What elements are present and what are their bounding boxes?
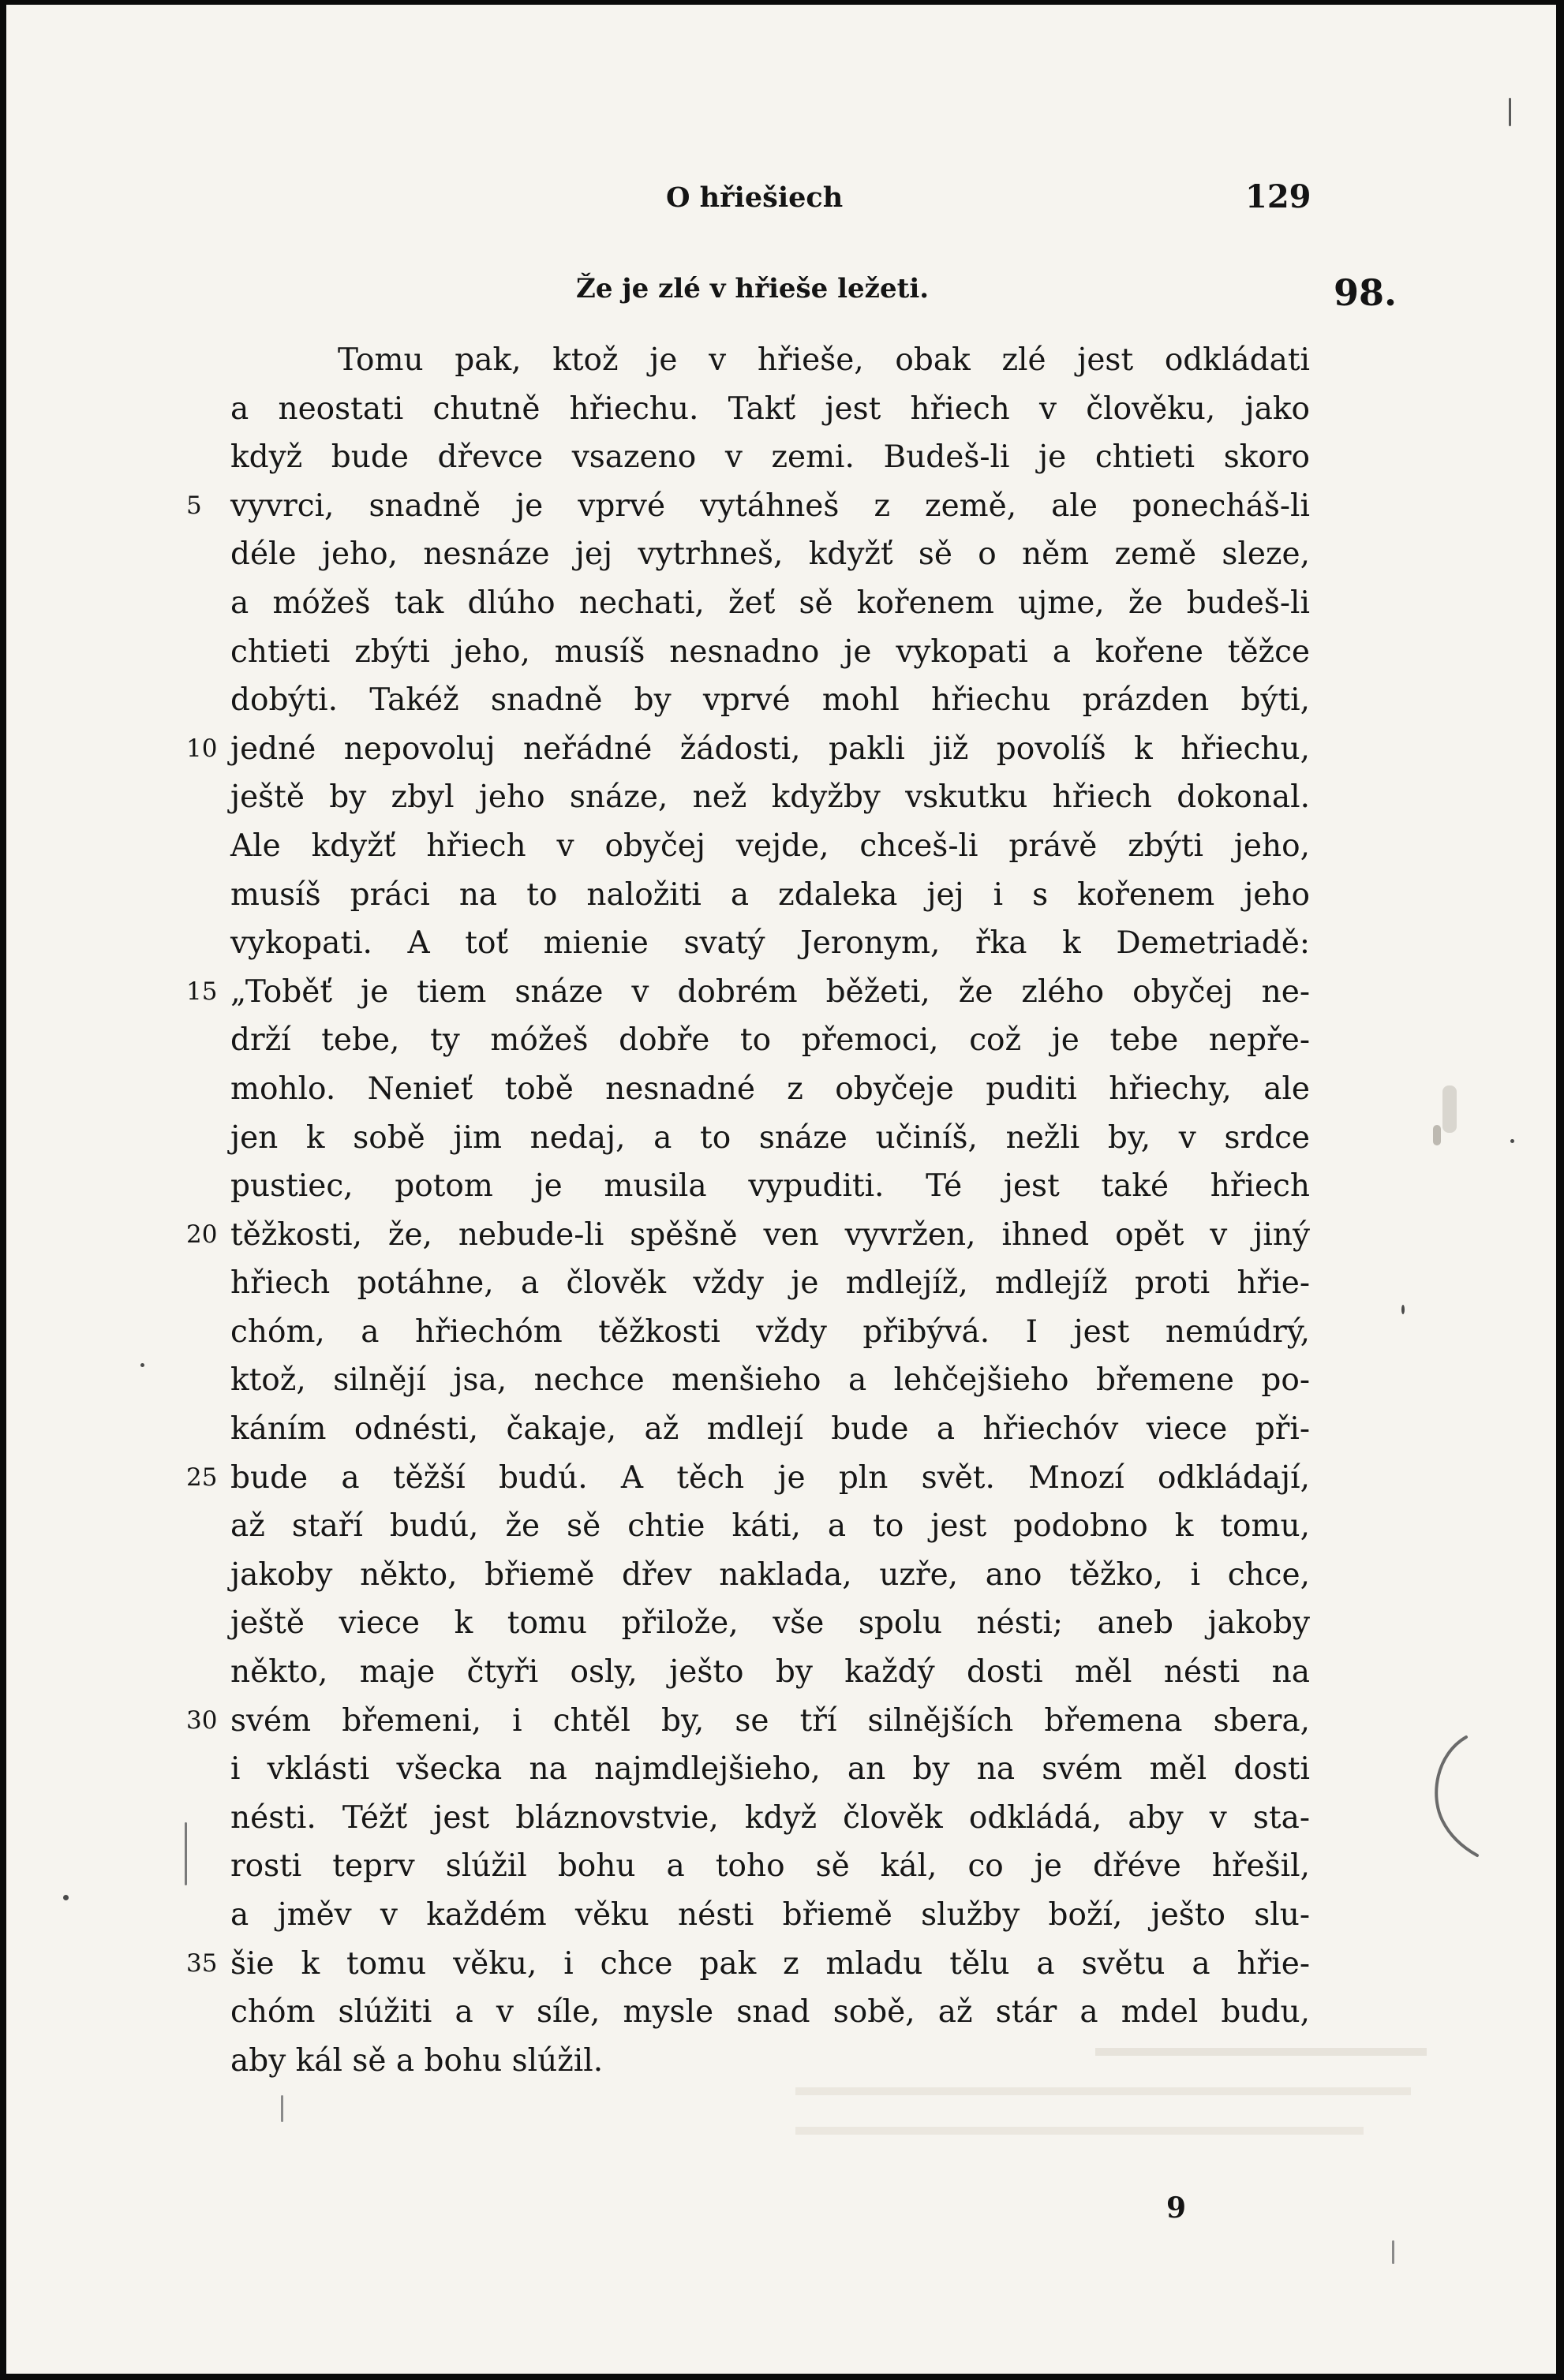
text-line: [230, 1405, 1310, 1454]
line-text: když bude dřevce vsazeno v zemi. Budeš-li je chtieti skoro: [230, 439, 1310, 476]
line-text: Tomu pak, ktož je v hřieše, obak zlé jest odkládati: [338, 342, 1310, 378]
margin-pencil-mark: [1419, 1732, 1482, 1859]
text-line: [230, 1308, 1310, 1357]
line-text: hřiech potáhne, a člověk vždy je mdlejíž, mdlejíž proti hřie-: [230, 1265, 1310, 1302]
ink-speck: [185, 1822, 187, 1885]
ink-speck: [1510, 1139, 1514, 1143]
line-text: jen k sobě jim nedaj, a to snáze učiníš, nežli by, v srdce: [230, 1119, 1310, 1156]
text-line: [186, 1211, 1310, 1260]
line-text: ktož, silnějí jsa, nechce menšieho a lehčejšieho břemene po-: [230, 1362, 1310, 1399]
text-line: [230, 919, 1310, 968]
line-number: 30: [186, 1706, 218, 1735]
text-line: [186, 482, 1310, 531]
text-line: [230, 822, 1310, 871]
line-text: dobýti. Takéž snadně by vprvé mohl hřiechu prázden býti,: [230, 682, 1310, 719]
line-text: těžkosti, že, nebude-li spěšně ven vyvržen, ihned opět v jiný: [230, 1216, 1310, 1253]
ink-speck: [1442, 1085, 1457, 1133]
line-text: musíš práci na to naložiti a zdaleka jej i s kořenem jeho: [230, 876, 1310, 913]
text-line: [230, 628, 1310, 677]
text-line: [230, 385, 1310, 434]
line-text: chóm slúžiti a v síle, mysle snad sobě, až stár a mdel budu,: [230, 1994, 1310, 2031]
text-line: [230, 1356, 1310, 1405]
text-line: [230, 1648, 1310, 1697]
line-text: chtieti zbýti jeho, musíš nesnadno je vykopati a kořene těžce: [230, 633, 1310, 670]
chapter-title: Že je zlé v hřieše ležeti.: [576, 273, 930, 305]
line-text: a neostati chutně hřiechu. Takť jest hřiech v člověku, jako: [230, 390, 1310, 427]
line-number: 20: [186, 1220, 218, 1249]
chapter-number: 98.: [1334, 271, 1397, 314]
line-text: rosti teprv slúžil bohu a toho sě kál, co je dřéve hřešil,: [230, 1848, 1310, 1885]
line-text: a jměv v každém věku nésti břiemě služby boží, ješto slu-: [230, 1897, 1310, 1933]
page-number: 129: [1245, 178, 1311, 215]
line-number: 25: [186, 1463, 218, 1492]
line-text: ještě by zbyl jeho snáze, než kdyžby vskutku hřiech dokonal.: [230, 779, 1310, 816]
text-line: [230, 1599, 1310, 1648]
ink-speck: [1401, 1305, 1405, 1314]
line-text: chóm, a hřiechóm těžkosti vždy přibývá. I jest nemúdrý,: [230, 1313, 1310, 1350]
text-line: [230, 1162, 1310, 1211]
line-text: svém břemeni, i chtěl by, se tří silnějších břemena sbera,: [230, 1702, 1310, 1739]
ink-speck: [140, 1363, 144, 1367]
text-line: [230, 1891, 1310, 1940]
line-number: 35: [186, 1948, 218, 1978]
line-number: 5: [186, 491, 202, 520]
text-line: [230, 1016, 1310, 1065]
text-line: [186, 968, 1310, 1017]
text-line: [230, 1745, 1310, 1794]
signature-mark: 9: [1166, 2191, 1187, 2225]
line-text: pustiec, potom je musila vypuditi. Té jest také hřiech: [230, 1168, 1310, 1205]
line-text: a móžeš tak dlúho nechati, žeť sě kořenem ujme, že budeš-li: [230, 585, 1310, 621]
text-line: [186, 1697, 1310, 1746]
line-text: bude a těžší budú. A těch je pln svět. Mnozí odkládají,: [230, 1459, 1310, 1496]
line-text: drží tebe, ty móžeš dobře to přemoci, což je tebe nepře-: [230, 1022, 1310, 1059]
text-line: [230, 1065, 1310, 1114]
line-text: vyvrci, snadně je vprvé vytáhneš z země, ale ponecháš-li: [230, 488, 1310, 524]
line-text: až staří budú, že sě chtie káti, a to jest podobno k tomu,: [230, 1508, 1310, 1545]
text-line: [186, 725, 1310, 774]
line-text: i vklásti všecka na najmdlejšieho, an by na svém měl dosti: [230, 1751, 1310, 1788]
line-text: nésti. Téžť jest bláznovstvie, když člověk odkládá, aby v sta-: [230, 1799, 1310, 1836]
text-line: [230, 2037, 1310, 2086]
line-text: vykopati. A toť mienie svatý Jeronym, řka k Demetriadě:: [230, 925, 1310, 962]
line-number: 15: [186, 977, 218, 1006]
line-text: déle jeho, nesnáze jej vytrhneš, kdyžť sě o něm země sleze,: [230, 536, 1310, 573]
line-text: ještě viece k tomu přilože, vše spolu nésti; aneb jakoby: [230, 1605, 1310, 1642]
line-text: jakoby někto, břiemě dřev naklada, uzře, ano těžko, i chce,: [230, 1556, 1310, 1593]
text-line: [230, 579, 1310, 628]
line-text: mohlo. Nenieť tobě nesnadné z obyčeje puditi hřiechy, ale: [230, 1070, 1310, 1107]
line-number: 10: [186, 734, 218, 763]
line-text: Ale kdyžť hřiech v obyčej vejde, chceš-li právě zbýti jeho,: [230, 828, 1310, 864]
text-line: [230, 530, 1310, 579]
body-text: [186, 336, 1310, 2085]
line-text: aby kál sě a bohu slúžil.: [230, 2042, 604, 2079]
line-text: jedné nepovoluj neřádné žádosti, pakli již povolíš k hřiechu,: [230, 730, 1310, 767]
ink-speck: [1433, 1125, 1441, 1145]
running-header-title: O hřiešiech: [666, 181, 844, 214]
text-line: [230, 676, 1310, 725]
ink-speck: [1509, 98, 1511, 126]
text-line: [230, 871, 1310, 920]
ink-speck: [1392, 2240, 1394, 2264]
book-page: [6, 5, 1556, 2374]
text-line: [230, 1114, 1310, 1163]
text-line: [230, 773, 1310, 822]
text-line: [230, 1551, 1310, 1600]
text-line: [230, 433, 1310, 482]
line-text: „Toběť je tiem snáze v dobrém běžeti, že zlého obyčej ne-: [230, 973, 1310, 1010]
text-line: [230, 1794, 1310, 1843]
text-line: [230, 1988, 1310, 2037]
ink-speck: [63, 1895, 69, 1900]
text-line: [230, 1842, 1310, 1891]
line-text: káním odnésti, čakaje, až mdlejí bude a hřiechóv viece při-: [230, 1411, 1310, 1448]
text-line: [230, 336, 1310, 385]
text-line: [230, 1259, 1310, 1308]
line-text: šie k tomu věku, i chce pak z mladu tělu a světu a hřie-: [230, 1945, 1310, 1982]
text-line: [186, 1454, 1310, 1503]
line-text: někto, maje čtyři osly, ješto by každý dosti měl nésti na: [230, 1654, 1310, 1691]
text-line: [230, 1502, 1310, 1551]
ink-speck: [281, 2095, 283, 2122]
text-line: [186, 1940, 1310, 1989]
